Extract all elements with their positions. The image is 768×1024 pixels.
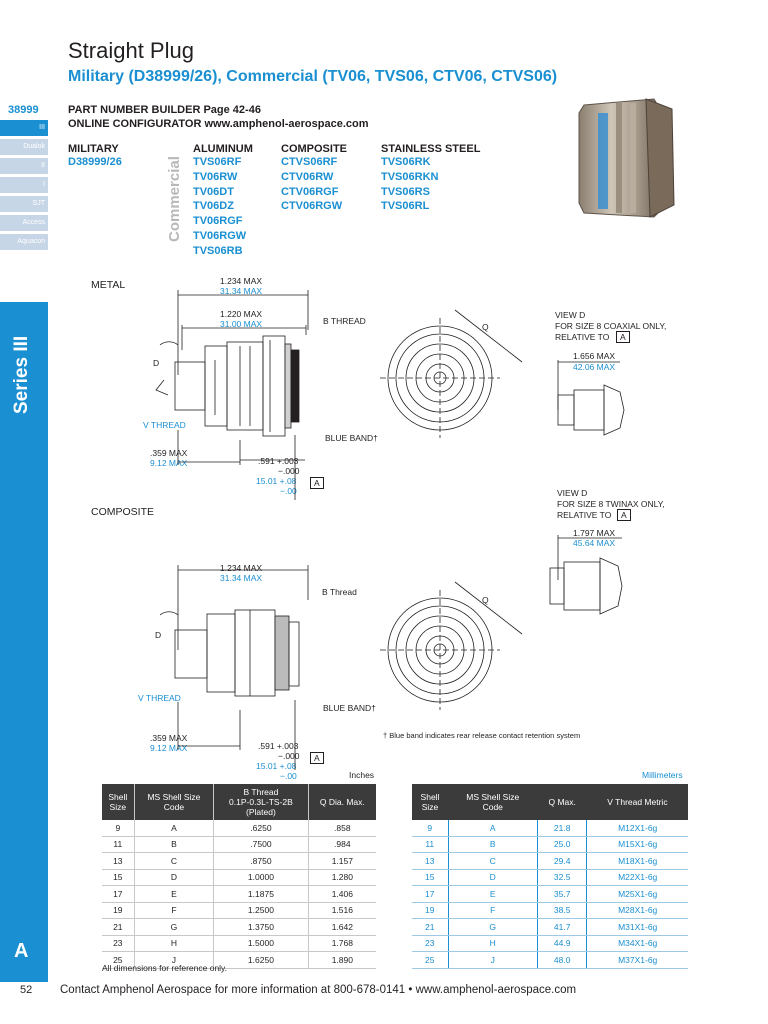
table-cell: 38.5	[537, 902, 586, 919]
metal-section-label: METAL	[91, 279, 126, 291]
table-cell: G	[134, 919, 214, 936]
table-cell: D	[448, 869, 537, 886]
sidebar-tab-dualok[interactable]: Dualok	[0, 139, 48, 155]
table-cell: F	[448, 902, 537, 919]
sidebar-tab-aquacon[interactable]: Aquacon	[0, 234, 48, 250]
twinax-title-2: FOR SIZE 8 TWINAX ONLY,	[557, 499, 665, 509]
section-letter: A	[14, 940, 29, 962]
table-cell: M22X1-6g	[587, 869, 688, 886]
coax-title-1: VIEW D	[555, 310, 586, 320]
table-cell: 17	[102, 886, 134, 903]
table-cell: 1.406	[308, 886, 376, 903]
metal-b-thread: B THREAD	[323, 316, 366, 326]
aluminum-part-item: TV06RGW	[193, 229, 247, 242]
table-row	[102, 902, 376, 919]
column-header: MS Shell Size Code	[134, 784, 214, 820]
table-cell: 25	[102, 952, 134, 969]
table-cell: 9	[102, 820, 134, 836]
millimeters-table-body	[412, 820, 688, 968]
table-cell: 1.0000	[214, 869, 308, 886]
table-cell: D	[134, 869, 214, 886]
table-row	[412, 935, 688, 952]
table-row	[412, 853, 688, 870]
coax-dim-mm: 42.06 MAX	[573, 362, 616, 372]
metal-datum: A	[310, 477, 324, 489]
coax-view-d	[558, 360, 624, 435]
table-row	[412, 886, 688, 903]
metal-dim3-in: .359 MAX	[150, 448, 188, 458]
table-cell: H	[134, 935, 214, 952]
table-cell: 1.157	[308, 853, 376, 870]
sidebar-tab-iii[interactable]: III	[0, 120, 48, 136]
table-cell: 41.7	[537, 919, 586, 936]
composite-part-item: CTV06RGW	[281, 200, 343, 213]
comp-datum: A	[310, 752, 324, 764]
aluminum-part-item: TV06DZ	[193, 200, 234, 213]
part-builder-line: PART NUMBER BUILDER Page 42-46	[68, 104, 261, 116]
page-title: Straight Plug	[68, 38, 194, 63]
table-cell: E	[448, 886, 537, 903]
table-cell: 15	[102, 869, 134, 886]
composite-connector-front-view	[380, 582, 522, 710]
table-cell: G	[448, 919, 537, 936]
stainless-part-item: TVS06RL	[381, 200, 430, 213]
military-column	[68, 143, 122, 170]
connector-photo	[576, 95, 678, 219]
aluminum-part-item: TVS06RF	[193, 156, 242, 168]
part-number-builder	[68, 103, 369, 131]
comp-dim1-in: 1.234 MAX	[220, 563, 263, 573]
stainless-part-item: TVS06RKN	[381, 170, 439, 183]
column-header: MS Shell Size Code	[448, 784, 537, 820]
table-row	[412, 919, 688, 936]
table-cell: 35.7	[537, 886, 586, 903]
table-cell: 44.9	[537, 935, 586, 952]
inches-label: Inches	[349, 770, 375, 780]
table-cell: .7500	[214, 836, 308, 853]
sidebar-tab-ii[interactable]: II	[0, 158, 48, 174]
table-cell: J	[134, 952, 214, 969]
table-cell: 25	[412, 952, 448, 969]
aluminum-part-item: TVS06RB	[193, 244, 243, 257]
sidebar-tab-sjt[interactable]: SJT	[0, 196, 48, 212]
table-cell: 11	[412, 836, 448, 853]
sidebar-tab-access[interactable]: Access	[0, 215, 48, 231]
table-cell: 1.890	[308, 952, 376, 969]
table-cell: 19	[102, 902, 134, 919]
metal-dim1-in: 1.234 MAX	[220, 276, 263, 286]
table-row	[412, 820, 688, 836]
table-cell: B	[448, 836, 537, 853]
stainless-part-item: TVS06RK	[381, 156, 431, 168]
table-cell: .6250	[214, 820, 308, 836]
table-cell: 23	[102, 935, 134, 952]
sidebar-tab-i[interactable]: I	[0, 177, 48, 193]
metal-d-label: D	[153, 358, 160, 368]
metal-connector-front-view	[380, 310, 522, 438]
inches-table-header	[102, 784, 376, 820]
twinax-dim-in: 1.797 MAX	[573, 528, 616, 538]
table-cell: 1.516	[308, 902, 376, 919]
table-cell: 25.0	[537, 836, 586, 853]
coax-title-2: FOR SIZE 8 COAXIAL ONLY,	[555, 321, 667, 331]
coax-title-3: RELATIVE TO	[555, 332, 610, 342]
reference-note: All dimensions for reference only.	[102, 963, 228, 973]
composite-part-item: CTV06RW	[281, 170, 334, 183]
table-cell: M28X1-6g	[587, 902, 688, 919]
page-number: 52	[20, 984, 33, 996]
metal-dim4-mm-tol: −.00	[280, 486, 297, 496]
table-cell: 1.768	[308, 935, 376, 952]
table-cell: 1.642	[308, 919, 376, 936]
table-row	[412, 869, 688, 886]
table-cell: 1.6250	[214, 952, 308, 969]
composite-part-item: CTVS06RF	[281, 156, 338, 168]
table-cell: 13	[412, 853, 448, 870]
twinax-view-d	[550, 535, 622, 614]
column-header: Q Dia. Max.	[308, 784, 376, 820]
metal-dim2-in: 1.220 MAX	[220, 309, 263, 319]
stainless-list	[381, 155, 480, 214]
column-header: Shell Size	[102, 784, 134, 820]
table-row	[102, 869, 376, 886]
contact-footer: Contact Amphenol Aerospace for more information at 800-678-0141 • www.amphenol-aerospace.com	[60, 984, 577, 996]
comp-q-label: Q	[482, 595, 489, 605]
table-cell: M37X1-6g	[587, 952, 688, 969]
table-cell: 1.2500	[214, 902, 308, 919]
table-cell: F	[134, 902, 214, 919]
stainless-header: STAINLESS STEEL	[381, 143, 481, 155]
metal-connector-side-view	[156, 290, 308, 500]
column-header: V Thread Metric	[587, 784, 688, 820]
aluminum-part-item: TV06RW	[193, 170, 238, 183]
column-header: Shell Size	[412, 784, 448, 820]
comp-dim4-in-tol: −.000	[278, 751, 300, 761]
table-cell: 21	[102, 919, 134, 936]
composite-header: COMPOSITE	[281, 143, 348, 155]
comp-dim1-mm: 31.34 MAX	[220, 573, 263, 583]
military-header: MILITARY	[68, 143, 119, 155]
table-cell: M25X1-6g	[587, 886, 688, 903]
table-cell: 21	[412, 919, 448, 936]
comp-v-thread: V THREAD	[138, 693, 181, 703]
metal-q-label: Q	[482, 322, 489, 332]
sidebar-brand: 38999	[8, 104, 39, 116]
table-cell: M31X1-6g	[587, 919, 688, 936]
composite-list	[281, 155, 347, 214]
table-cell: 9	[412, 820, 448, 836]
table-cell: M12X1-6g	[587, 820, 688, 836]
inches-table-body	[102, 820, 376, 968]
table-cell: .984	[308, 836, 376, 853]
table-cell: .8750	[214, 853, 308, 870]
comp-dim4-mm-tol: −.00	[280, 771, 297, 781]
aluminum-list	[193, 155, 253, 259]
twinax-datum: A	[617, 509, 631, 521]
aluminum-column	[193, 143, 253, 259]
stainless-part-item: TVS06RS	[381, 185, 430, 198]
metal-blue-band: BLUE BAND†	[325, 433, 378, 443]
table-cell: 15	[412, 869, 448, 886]
metal-dim2-mm: 31.00 MAX	[220, 319, 263, 329]
twinax-dim-mm: 45.64 MAX	[573, 538, 616, 548]
metal-dim4-in: .591 +.003	[258, 456, 299, 466]
table-cell: A	[134, 820, 214, 836]
technical-drawings	[60, 270, 670, 790]
table-cell: 21.8	[537, 820, 586, 836]
twinax-title-3: RELATIVE TO	[557, 510, 612, 520]
metal-v-thread: V THREAD	[143, 420, 186, 430]
table-cell: J	[448, 952, 537, 969]
table-cell: 13	[102, 853, 134, 870]
table-cell: 1.1875	[214, 886, 308, 903]
table-cell: 29.4	[537, 853, 586, 870]
table-cell: 19	[412, 902, 448, 919]
metal-dim4-mm: 15.01 +.08	[256, 476, 297, 486]
table-cell: H	[448, 935, 537, 952]
military-part-item: D38999/26	[68, 156, 122, 168]
configurator-link[interactable]: ONLINE CONFIGURATOR www.amphenol-aerospace.com	[68, 118, 369, 130]
metal-dim4-in-tol: −.000	[278, 466, 300, 476]
table-row	[102, 919, 376, 936]
metal-dim3-mm: 9.12 MAX	[150, 458, 188, 468]
table-row	[102, 853, 376, 870]
millimeters-table-header	[412, 784, 688, 820]
comp-dim3-in: .359 MAX	[150, 733, 188, 743]
page-subtitle: Military (D38999/26), Commercial (TV06, TVS06, CTV06, CTVS06)	[68, 68, 558, 85]
table-cell: 32.5	[537, 869, 586, 886]
table-cell: 11	[102, 836, 134, 853]
table-row	[412, 836, 688, 853]
table-cell: M15X1-6g	[587, 836, 688, 853]
table-cell: E	[134, 886, 214, 903]
coax-dim-in: 1.656 MAX	[573, 351, 616, 361]
table-cell: 1.3750	[214, 919, 308, 936]
table-cell: 1.5000	[214, 935, 308, 952]
coax-datum: A	[616, 331, 630, 343]
comp-d-label: D	[155, 630, 162, 640]
composite-part-item: CTV06RGF	[281, 185, 339, 198]
column-header: Q Max.	[537, 784, 586, 820]
table-cell: C	[134, 853, 214, 870]
millimeters-table	[412, 784, 688, 969]
aluminum-header: ALUMINUM	[193, 143, 253, 155]
metal-dim1-mm: 31.34 MAX	[220, 286, 263, 296]
table-row	[412, 952, 688, 969]
series-label: Series III	[11, 335, 32, 414]
table-cell: 48.0	[537, 952, 586, 969]
table-cell: .858	[308, 820, 376, 836]
comp-blue-band: BLUE BAND†	[323, 703, 376, 713]
table-row	[102, 836, 376, 853]
composite-connector-side-view	[160, 565, 308, 770]
comp-dim4-in: .591 +.003	[258, 741, 299, 751]
table-cell: 23	[412, 935, 448, 952]
commercial-label: Commercial	[166, 156, 183, 242]
table-cell: 17	[412, 886, 448, 903]
table-row	[102, 820, 376, 836]
millimeters-label: Millimeters	[642, 770, 683, 780]
table-cell: 1.280	[308, 869, 376, 886]
aluminum-part-item: TV06DT	[193, 185, 234, 198]
comp-dim3-mm: 9.12 MAX	[150, 743, 188, 753]
table-row	[102, 935, 376, 952]
table-cell: B	[134, 836, 214, 853]
comp-dim4-mm: 15.01 +.08	[256, 761, 297, 771]
comp-b-thread: B Thread	[322, 587, 357, 597]
table-cell: A	[448, 820, 537, 836]
aluminum-part-item: TV06RGF	[193, 215, 243, 228]
stainless-column	[381, 143, 480, 214]
table-cell: M34X1-6g	[587, 935, 688, 952]
composite-column	[281, 143, 347, 214]
composite-section-label: COMPOSITE	[91, 506, 155, 518]
table-row	[412, 902, 688, 919]
table-cell: C	[448, 853, 537, 870]
column-header: B Thread 0.1P-0.3L-TS-2B (Plated)	[214, 784, 308, 820]
blue-band-footnote: † Blue band indicates rear release contact retention system	[383, 731, 581, 740]
military-list	[68, 155, 122, 170]
twinax-title-1: VIEW D	[557, 488, 588, 498]
table-row	[102, 886, 376, 903]
table-cell: M18X1-6g	[587, 853, 688, 870]
inches-table	[102, 784, 376, 969]
